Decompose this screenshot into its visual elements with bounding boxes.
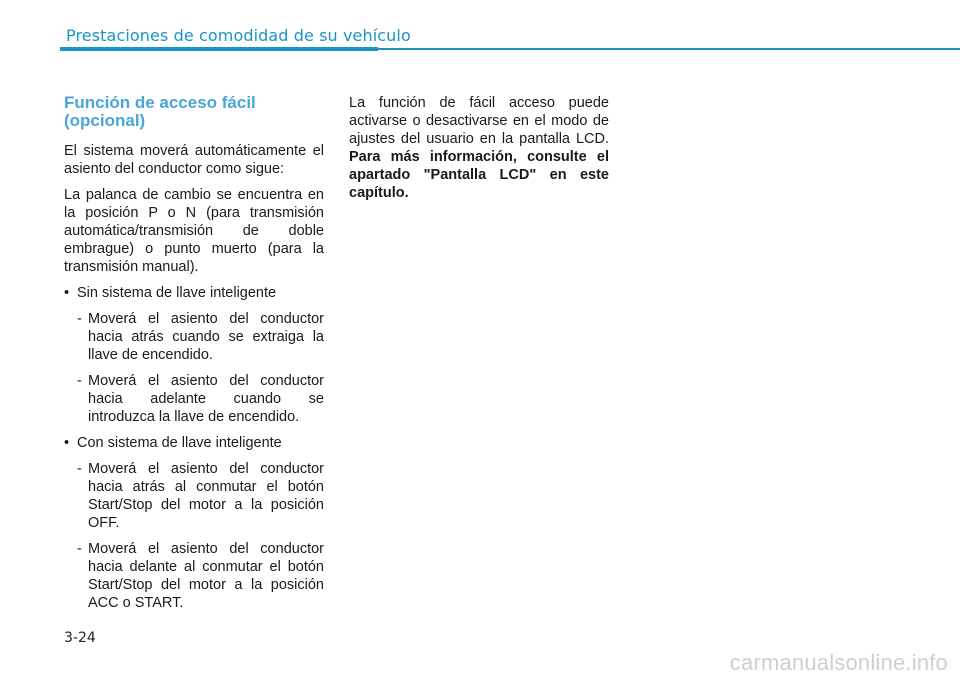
sub-item-text: Moverá el asiento del conductor hacia adelante cuando se introduzca la llave de encendido. bbox=[88, 373, 324, 425]
section-title: Función de acceso fácil (opcional) bbox=[64, 93, 256, 130]
intro-paragraph: El sistema moverá automáticamente el asiento del conductor como sigue: bbox=[64, 143, 324, 177]
dash-marker: - bbox=[77, 461, 82, 477]
left-column bbox=[64, 94, 324, 620]
sub-item-text: Moverá el asiento del conductor hacia atrás al conmutar el botón Start/Stop del motor a la posición OFF. bbox=[88, 461, 324, 531]
dash-marker: - bbox=[77, 373, 82, 389]
header-rule-thin bbox=[378, 48, 960, 50]
sub-item bbox=[64, 372, 324, 426]
header-title: Prestaciones de comodidad de su vehículo bbox=[66, 26, 411, 45]
sub-item-text: Moverá el asiento del conductor hacia delante al conmutar el botón Start/Stop del motor a la posición ACC o START. bbox=[88, 541, 324, 611]
sub-item bbox=[64, 310, 324, 364]
note-bold-text: Para más información, consulte el apartado "Pantalla LCD" en este capítulo. bbox=[349, 149, 609, 201]
sub-item bbox=[64, 460, 324, 532]
note-paragraph bbox=[349, 94, 609, 202]
right-column bbox=[349, 94, 609, 210]
note-text: La función de fácil acceso puede activarse o desactivarse en el modo de ajustes del usuario en la pantalla LCD. bbox=[349, 95, 609, 147]
header-rule-thick bbox=[60, 47, 378, 51]
condition-paragraph: La palanca de cambio se encuentra en la posición P o N (para transmisión automática/transmisión de doble embrague) o punto muerto (para la transmisión manual). bbox=[64, 187, 324, 275]
dash-marker: - bbox=[77, 541, 82, 557]
sub-item-text: Moverá el asiento del conductor hacia atrás cuando se extraiga la llave de encendido. bbox=[88, 311, 324, 363]
bullet-item: • Sin sistema de llave inteligente bbox=[64, 284, 324, 302]
dash-marker: - bbox=[77, 311, 82, 327]
page-number: 3-24 bbox=[64, 630, 96, 646]
watermark: carmanualsonline.info bbox=[729, 650, 948, 675]
sub-item bbox=[64, 540, 324, 612]
bullet-item: • Con sistema de llave inteligente bbox=[64, 434, 324, 452]
